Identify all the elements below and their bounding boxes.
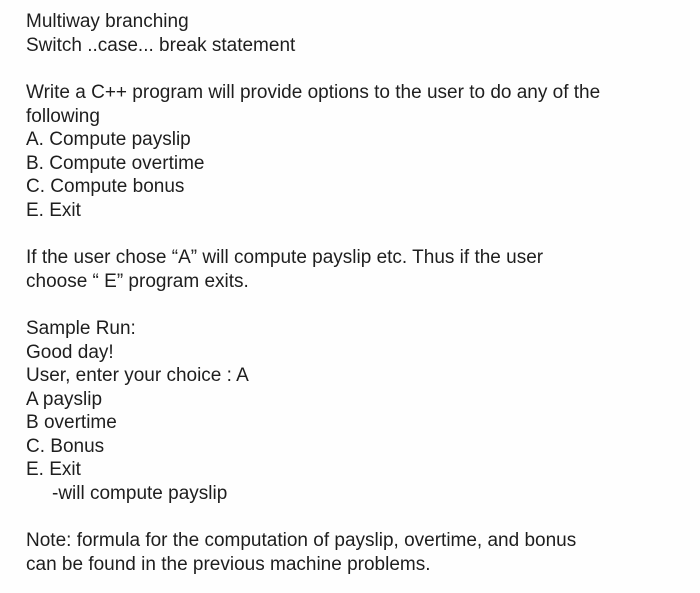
task-text-line: following — [26, 105, 100, 127]
spacer — [26, 222, 676, 246]
task-text-line: Write a C++ program will provide options to the user to do any of the — [26, 82, 601, 103]
option-item-e: E. Exit — [26, 199, 81, 221]
instruction-line: If the user chose “A” will compute payslip etc. Thus if the user — [26, 247, 544, 268]
sample-run-greeting: Good day! — [26, 341, 114, 363]
spacer — [26, 57, 676, 81]
note-block — [26, 529, 676, 576]
sample-menu-item: E. Exit — [26, 459, 81, 480]
instruction-block — [26, 246, 676, 293]
heading-block — [26, 10, 676, 57]
document-body — [26, 10, 676, 576]
task-block — [26, 81, 676, 222]
heading-title: Multiway branching — [26, 11, 189, 32]
option-item-c: C. Compute bonus — [26, 176, 185, 197]
spacer — [26, 505, 676, 529]
spacer — [26, 293, 676, 317]
sample-run-title: Sample Run: — [26, 318, 136, 339]
note-line: Note: formula for the computation of payslip, overtime, and bonus — [26, 530, 577, 551]
heading-subtitle: Switch ..case... break statement — [26, 34, 296, 56]
sample-menu-item: C. Bonus — [26, 435, 105, 457]
sample-menu-item: A payslip — [26, 388, 103, 410]
sample-menu-item: B overtime — [26, 412, 117, 433]
sample-run-prompt: User, enter your choice : A — [26, 365, 249, 386]
note-line: can be found in the previous machine problems. — [26, 553, 431, 575]
option-item-a: A. Compute payslip — [26, 129, 191, 150]
sample-run-result: -will compute payslip — [52, 482, 228, 504]
sample-run-block — [26, 317, 676, 505]
instruction-line: choose “ E” program exits. — [26, 270, 249, 292]
option-item-b: B. Compute overtime — [26, 152, 205, 174]
